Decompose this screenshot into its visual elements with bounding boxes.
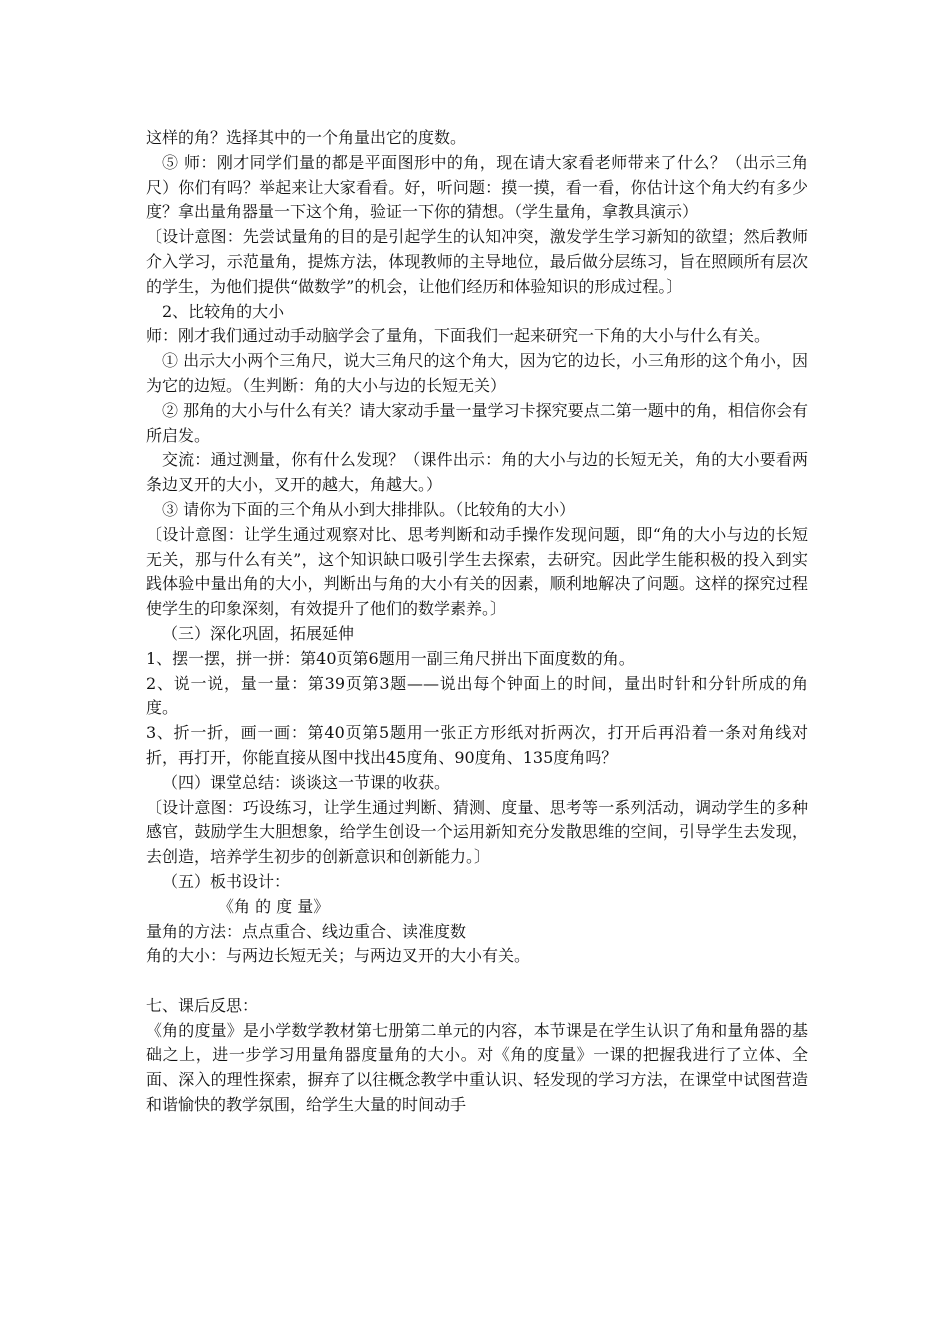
paragraph-step-5: ⑤ 师：刚才同学们量的都是平面图形中的角，现在请大家看老师带来了什么？（出示三角尺）你们有吗？举起来让大家看看。好，听问题：摸一摸，看一看，你估计这个角大约有多少度？拿出量角器量一下这个角，验证一下你的猜想。（学生量角，拿教具演示）	[146, 152, 808, 222]
design-intent-note-3: 〔设计意图：巧设练习，让学生通过判断、猜测、度量、思考等一系列活动，调动学生的多种感官，鼓励学生大胆想象，给学生创设一个运用新知充分发散思维的空间，引导学生去发现，去创造，培养学生初步的创新意识和创新能力。〕	[146, 797, 808, 867]
paragraph-teacher-intro: 师：刚才我们通过动手动脑学会了量角，下面我们一起来研究一下角的大小与什么有关。	[146, 326, 771, 346]
exercise-1: 1、摆一摆，拼一拼：第40页第6题用一副三角尺拼出下面度数的角。	[146, 648, 635, 668]
exercise-3: 3、折一折，画一画：第40页第5题用一张正方形纸对折两次，打开后再沿着一条对角线对折，再打开，你能直接从图中找出45度角、90度角、135度角吗？	[146, 723, 808, 767]
paragraph-step-3: ③ 请你为下面的三个角从小到大排排队。（比较角的大小）	[162, 499, 576, 519]
paragraph-exchange: 交流：通过测量，你有什么发现？（课件出示：角的大小与边的长短无关，角的大小要看两条边叉开的大小，叉开的越大，角越大。）	[146, 450, 808, 495]
blank-line	[146, 969, 808, 994]
section-heading-board-design: （五）板书设计：	[162, 871, 291, 891]
paragraph-step-1: ① 出示大小两个三角尺，说大三角尺的这个角大，因为它的边长，小三角形的这个角小，因为它的边短。（生判断：角的大小与边的长短无关）	[146, 351, 808, 395]
section-heading-reflection: 七、课后反思：	[146, 995, 259, 1015]
design-intent-note-2: 〔设计意图：让学生通过观察对比、思考判断和动手操作发现问题，即“角的大小与边的长短无关，那与什么有关”，这个知识缺口吸引学生去探索，去研究。因此学生能积极的投入到实践体验中量出角的大小，判断出与角的大小有关的因素，顺利地解决了问题。这样的探究过程使学生的印象深刻，有效提升了他们的数学素养。〕	[146, 524, 808, 619]
section-heading-compare-angles: 2、比较角的大小	[162, 301, 285, 321]
paragraph-step-2: ② 那角的大小与什么有关？请大家动手量一量学习卡探究要点二第一题中的角，相信你会有所启发。	[146, 400, 808, 445]
paragraph-continuation: 这样的角？选择其中的一个角量出它的度数。	[146, 128, 467, 147]
board-line-size: 角的大小：与两边长短无关；与两边叉开的大小有关。	[146, 946, 531, 966]
section-heading-summary: （四）课堂总结：谈谈这一节课的收获。	[162, 772, 451, 792]
design-intent-note-1: 〔设计意图：先尝试量角的目的是引起学生的认知冲突，激发学生学习新知的欲望；然后教师介入学习，示范量角，提炼方法，体现教师的主导地位，最后做分层练习，旨在照顾所有层次的学生，为他们提供“做数学”的机会，让他们经历和体验知识的形成过程。〕	[146, 227, 808, 296]
section-heading-consolidate: （三）深化巩固，拓展延伸	[162, 623, 355, 643]
paragraph-reflection: 《角的度量》是小学数学教材第七册第二单元的内容，本节课是在学生认识了角和量角器的基础之上，进一步学习用量角器度量角的大小。对《角的度量》一课的把握我进行了立体、全面、深入的理性探索，摒弃了以往概念教学中重认识、轻发现的学习方法，在课堂中试图营造和谐愉快的教学氛围，给学生大量的时间动手	[146, 1020, 808, 1115]
board-title: 《角 的 度 量》	[218, 896, 330, 916]
document-body	[146, 126, 808, 1118]
board-line-method: 量角的方法：点点重合、线边重合、读准度数	[146, 921, 467, 941]
exercise-2: 2、说一说，量一量：第39页第3题——说出每个钟面上的时间，量出时针和分针所成的角度。	[146, 673, 808, 718]
